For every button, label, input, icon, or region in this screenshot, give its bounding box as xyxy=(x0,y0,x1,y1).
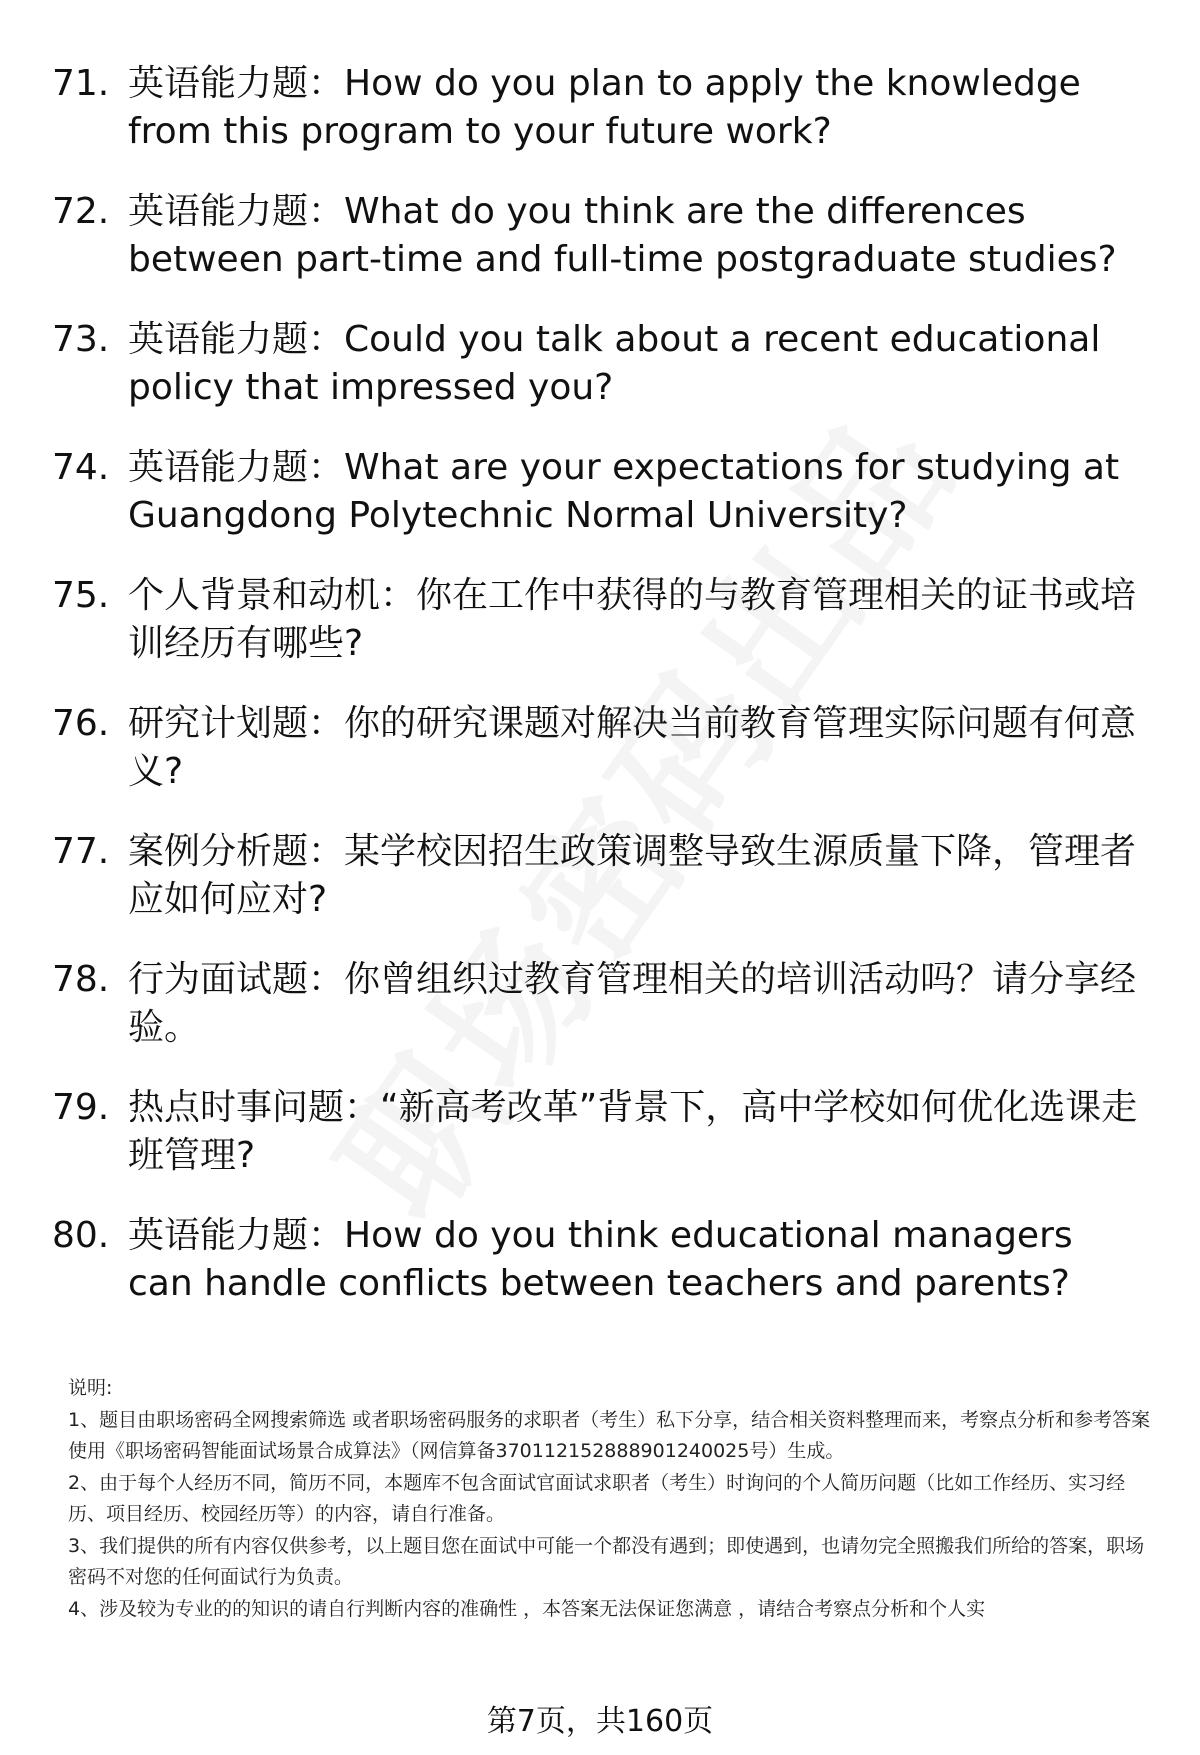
question-item xyxy=(0,1084,1200,1180)
question-number: 74. xyxy=(52,447,110,488)
question-number: 79. xyxy=(52,1087,110,1128)
question-item xyxy=(0,316,1200,412)
notes-heading: 说明: xyxy=(68,1377,113,1399)
notes-section xyxy=(68,1373,1158,1625)
question-item xyxy=(0,700,1200,796)
question-text: 个人背景和动机：你在工作中获得的与教育管理相关的证书或培训经历有哪些? xyxy=(128,575,1137,664)
note-item: 2、由于每个人经历不同，简历不同，本题库不包含面试官面试求职者（考生）时询问的个人简历问题（比如工作经历、实习经历、项目经历、校园经历等）的内容，请自行准备。 xyxy=(68,1471,1126,1525)
question-number: 77. xyxy=(52,831,110,872)
question-number: 80. xyxy=(52,1215,110,1256)
question-text: 行为面试题：你曾组织过教育管理相关的培训活动吗？请分享经验。 xyxy=(128,959,1137,1048)
note-item: 1、题目由职场密码全网搜索筛选 或者职场密码服务的求职者（考生）私下分享，结合相关资料整理而来，考察点分析和参考答案使用《职场密码智能面试场景合成算法》（网信算备370112152888901240025号）生成。 xyxy=(68,1408,1151,1462)
question-text: 案例分析题：某学校因招生政策调整导致生源质量下降，管理者应如何应对? xyxy=(128,831,1137,920)
question-number: 75. xyxy=(52,575,110,616)
note-item: 4、涉及较为专业的的知识的请自行判断内容的准确性 ，本答案无法保证您满意 ，请结合考察点分析和个人实 xyxy=(68,1597,986,1620)
question-item xyxy=(0,956,1200,1052)
question-text: 热点时事问题：“新高考改革”背景下，高中学校如何优化选课走班管理? xyxy=(128,1087,1138,1176)
question-text: 英语能力题：How do you plan to apply the knowledge from this program to your future work? xyxy=(128,63,1081,152)
question-item xyxy=(0,572,1200,668)
question-number: 76. xyxy=(52,703,110,744)
question-item xyxy=(0,444,1200,540)
question-text: 英语能力题：How do you think educational managers can handle conflicts between teachers and parents? xyxy=(128,1215,1073,1304)
question-text: 英语能力题：Could you talk about a recent educational policy that impressed you? xyxy=(128,319,1101,408)
question-number: 73. xyxy=(52,319,110,360)
question-item xyxy=(0,828,1200,924)
question-item xyxy=(0,1212,1200,1308)
question-number: 78. xyxy=(52,959,110,1000)
question-number: 71. xyxy=(52,63,110,104)
question-text: 英语能力题：What do you think are the differences between part-time and full-time postgraduate studies? xyxy=(128,191,1117,280)
question-item xyxy=(0,60,1200,156)
question-item xyxy=(0,188,1200,284)
question-text: 研究计划题：你的研究课题对解决当前教育管理实际问题有何意义? xyxy=(128,703,1137,792)
question-list xyxy=(0,60,1200,1340)
question-number: 72. xyxy=(52,191,110,232)
note-item: 3、我们提供的所有内容仅供参考，以上题目您在面试中可能一个都没有遇到；即使遇到，也请勿完全照搬我们所给的答案，职场密码不对您的任何面试行为负责。 xyxy=(68,1534,1145,1588)
page-footer: 第7页，共160页 xyxy=(486,1704,714,1739)
question-text: 英语能力题：What are your expectations for studying at Guangdong Polytechnic Normal University? xyxy=(128,447,1120,536)
